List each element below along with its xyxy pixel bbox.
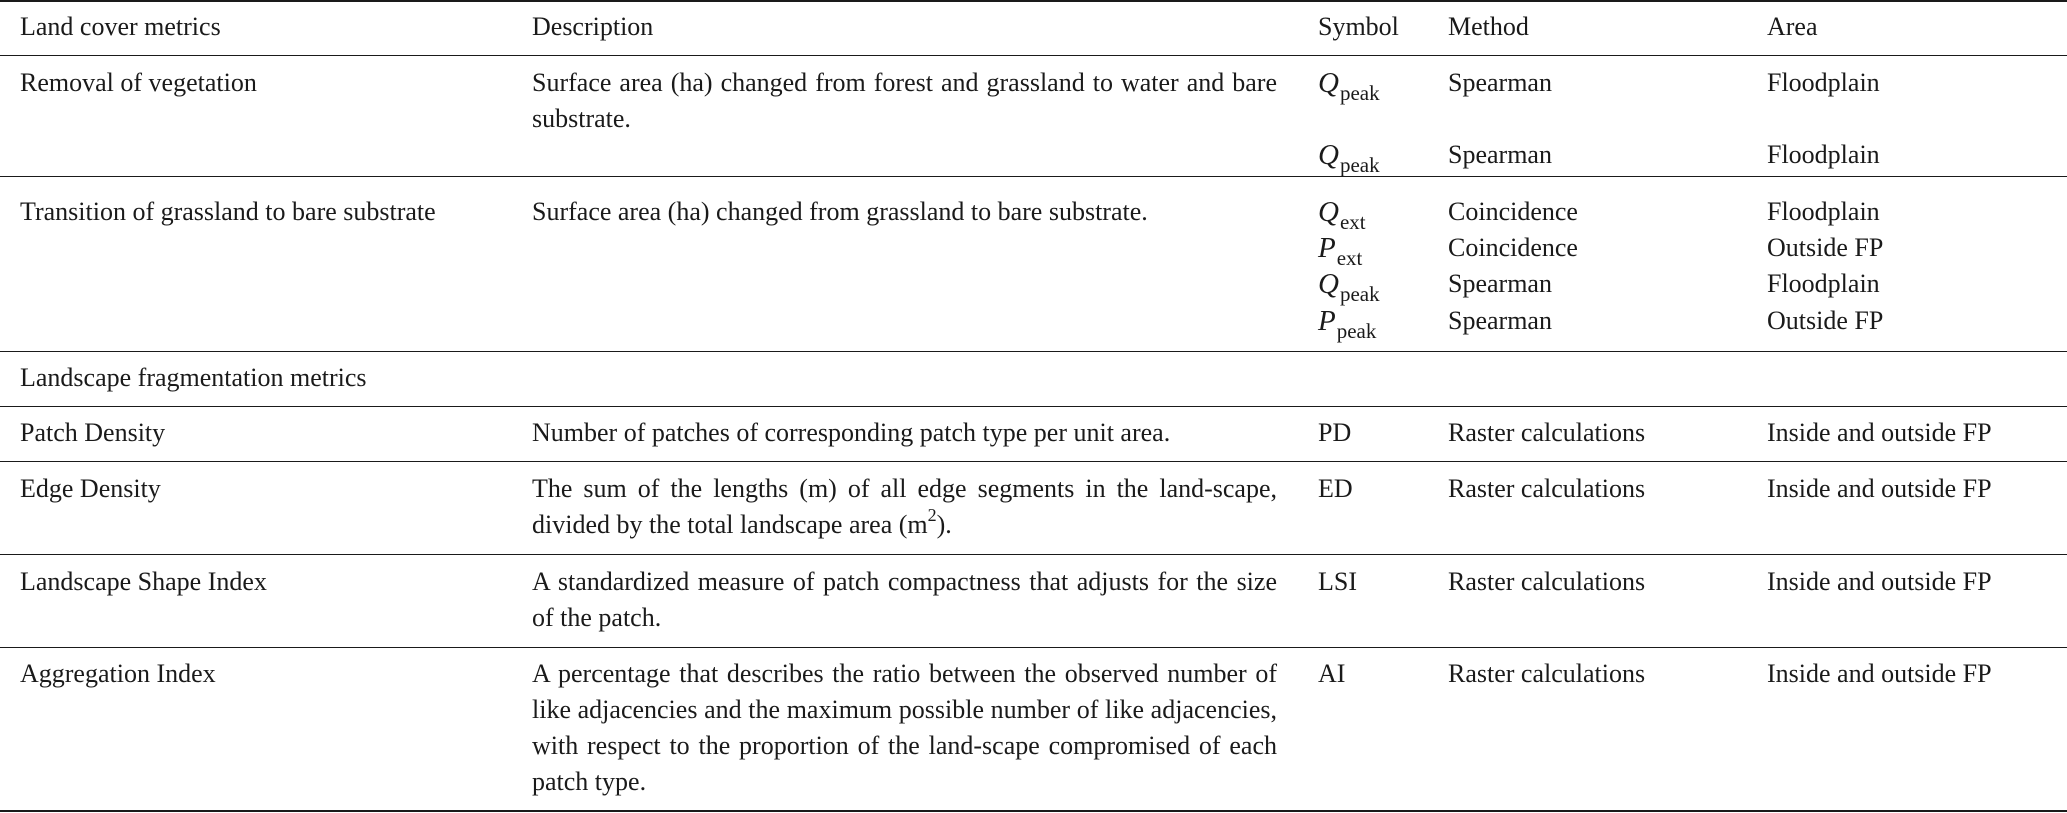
table-row-metric: Landscape Shape Index — [20, 567, 267, 596]
method-cell: Raster calculations — [1448, 567, 1646, 596]
symbol-cell: LSI — [1318, 567, 1357, 596]
symbol-q-peak: $Q_{peak}$ — [1318, 268, 1380, 306]
symbol-p-ext: $P_{ext}$ — [1318, 232, 1363, 270]
row-rule — [0, 406, 2067, 407]
table-row-metric: Patch Density — [20, 418, 166, 447]
table-row-metric: Edge Density — [20, 474, 161, 503]
method-cell: Raster calculations — [1448, 474, 1646, 503]
method-cell: Spearman — [1448, 269, 1552, 298]
area-cell: Floodplain — [1767, 68, 1880, 97]
symbol-p-peak: $P_{peak}$ — [1318, 305, 1377, 343]
header-symbol: Symbol — [1318, 12, 1399, 41]
table-row-description: Number of patches of corresponding patch type per unit area. — [532, 418, 1171, 447]
area-cell: Inside and outside FP — [1767, 567, 1992, 596]
method-cell: Spearman — [1448, 140, 1552, 169]
row-rule — [0, 461, 2067, 462]
method-cell: Coincidence — [1448, 197, 1578, 226]
table-row-metric: Aggregation Index — [20, 659, 216, 688]
header-area: Area — [1767, 12, 1818, 41]
method-cell: Raster calculations — [1448, 418, 1646, 447]
area-cell: Outside FP — [1767, 306, 1884, 335]
header-metric: Land cover metrics — [20, 12, 221, 41]
row-rule — [0, 554, 2067, 555]
table-row-description: A percentage that describes the ratio between the observed number of like adjacencies and the maximum possible number of like adjacencies, with respect to the proportion of the land-scape compromised of each patch type. — [532, 659, 1277, 796]
symbol-cell: ED — [1318, 474, 1353, 503]
area-cell: Inside and outside FP — [1767, 418, 1992, 447]
method-cell: Spearman — [1448, 306, 1552, 335]
row-rule — [0, 176, 2067, 177]
method-cell: Coincidence — [1448, 233, 1578, 262]
row-rule — [0, 647, 2067, 648]
area-cell: Floodplain — [1767, 269, 1880, 298]
table-row-description: A standardized measure of patch compactness that adjusts for the size of the patch. — [532, 567, 1277, 632]
method-cell: Raster calculations — [1448, 659, 1646, 688]
table-row-description: Surface area (ha) changed from grassland to bare substrate. — [532, 197, 1148, 226]
symbol-cell: AI — [1318, 659, 1346, 688]
table-row-metric: Transition of grassland to bare substrate — [20, 197, 436, 226]
table-bottom-rule — [0, 810, 2067, 812]
symbol-cell: PD — [1318, 418, 1352, 447]
area-cell: Floodplain — [1767, 197, 1880, 226]
table-row-description: Surface area (ha) changed from forest and grassland to water and bare substrate. — [532, 68, 1277, 133]
area-cell: Outside FP — [1767, 233, 1884, 262]
section-heading-fragmentation: Landscape fragmentation metrics — [20, 363, 367, 392]
method-cell: Spearman — [1448, 68, 1552, 97]
table-top-rule — [0, 0, 2067, 2]
table-row-metric: Removal of vegetation — [20, 68, 257, 97]
symbol-q-peak: $Q_{peak}$ — [1318, 67, 1380, 105]
area-cell: Floodplain — [1767, 140, 1880, 169]
area-cell: Inside and outside FP — [1767, 659, 1992, 688]
row-rule — [0, 351, 2067, 352]
header-method: Method — [1448, 12, 1529, 41]
header-rule — [0, 55, 2067, 56]
symbol-q-peak: $Q_{peak}$ — [1318, 139, 1380, 177]
symbol-q-ext: $Q_{ext}$ — [1318, 196, 1366, 234]
table-row-description: The sum of the lengths (m) of all edge segments in the land-scape, divided by the total landscape area $(m^2)$. — [532, 474, 1277, 539]
area-cell: Inside and outside FP — [1767, 474, 1992, 503]
header-description: Description — [532, 12, 654, 41]
